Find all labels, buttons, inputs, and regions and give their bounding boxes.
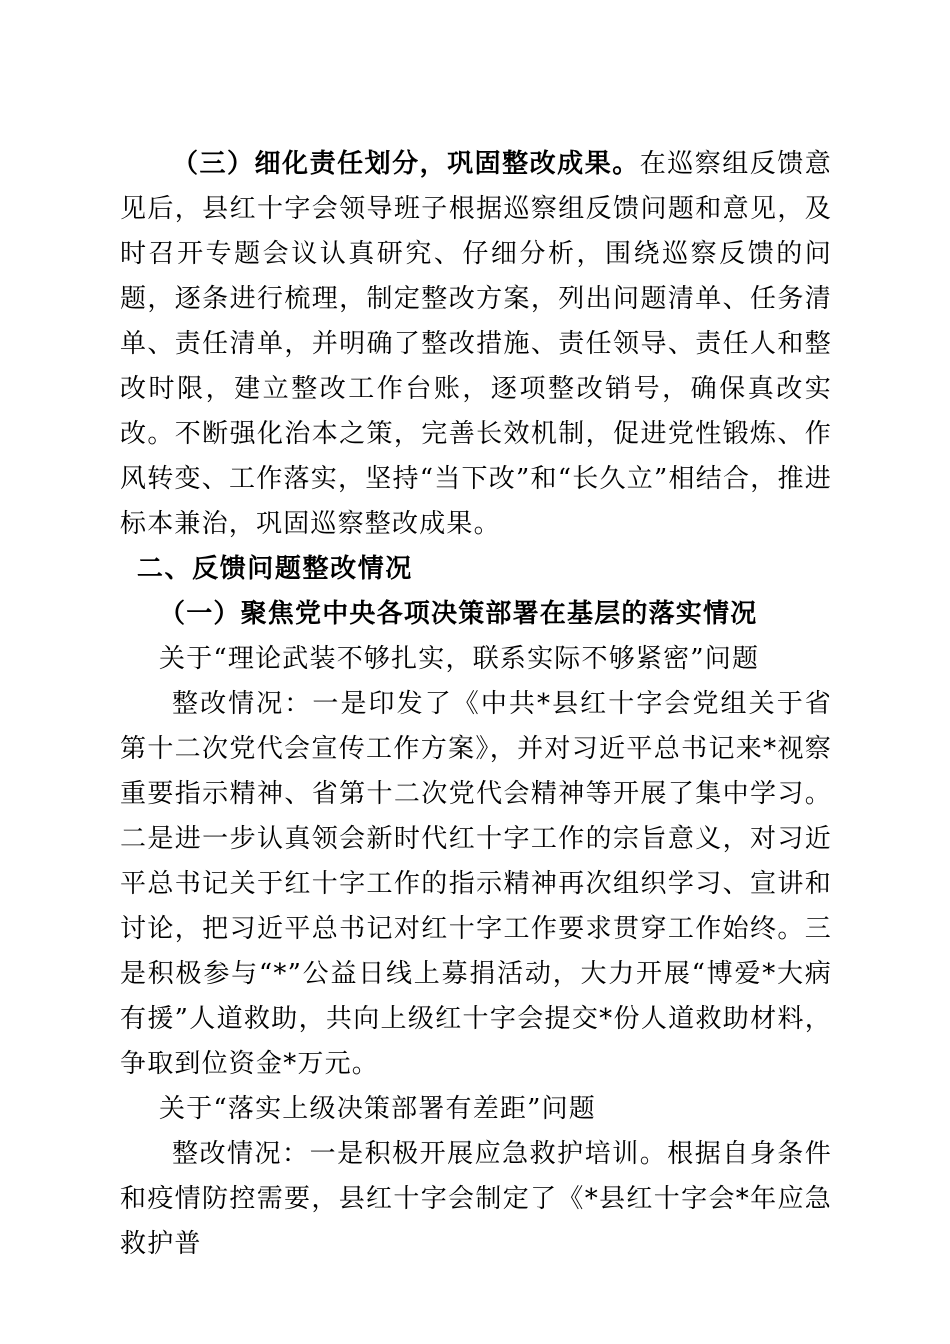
issue-two-title: 关于“落实上级决策部署有差距”问题	[159, 1094, 596, 1124]
document-body	[120, 142, 832, 1267]
heading-feedback-rectification: 二、反馈问题整改情况	[136, 554, 413, 584]
section-three-body: 在巡察组反馈意见后，县红十字会领导班子根据巡察组反馈问题和意见，及时召开专题会议认真研究、仔细分析，围绕巡察反馈的问题，逐条进行梳理，制定整改方案，列出问题清单、任务清单、责任清单，并明确了整改措施、责任领导、责任人和整改时限，建立整改工作台账，逐项整改销号，确保真改实改。不断强化治本之策，完善长效机制，促进党性锻炼、作风转变、工作落实，坚持“当下改”和“长久立”相结合，推进标本兼治，巩固巡察整改成果。	[120, 149, 832, 539]
section-three-lead: （三）细化责任划分，巩固整改成果。	[172, 149, 640, 179]
issue-one-title: 关于“理论武装不够扎实，联系实际不够紧密”问题	[159, 644, 760, 674]
issue-one-rectification: 整改情况：一是印发了《中共*县红十字会党组关于省第十二次党代会宣传工作方案》，并对习近平总书记来*视察重要指示精神、省第十二次党代会精神等开展了集中学习。二是进一步认真领会新时代红十字工作的宗旨意义，对习近平总书记关于红十字工作的指示精神再次组织学习、宣讲和讨论，把习近平总书记对红十字工作要求贯穿工作始终。三是积极参与“*”公益日线上募捐活动，大力开展“博爱*大病有援”人道救助，共向上级红十字会提交*份人道救助材料，争取到位资金*万元。	[120, 689, 832, 1079]
section-three-paragraph	[120, 142, 832, 547]
issue-two-rectification: 整改情况：一是积极开展应急救护培训。根据自身条件和疫情防控需要，县红十字会制定了《*县红十字会*年应急救护普	[120, 1139, 832, 1259]
subheading-central-decisions: （一）聚焦党中央各项决策部署在基层的落实情况	[159, 599, 758, 629]
